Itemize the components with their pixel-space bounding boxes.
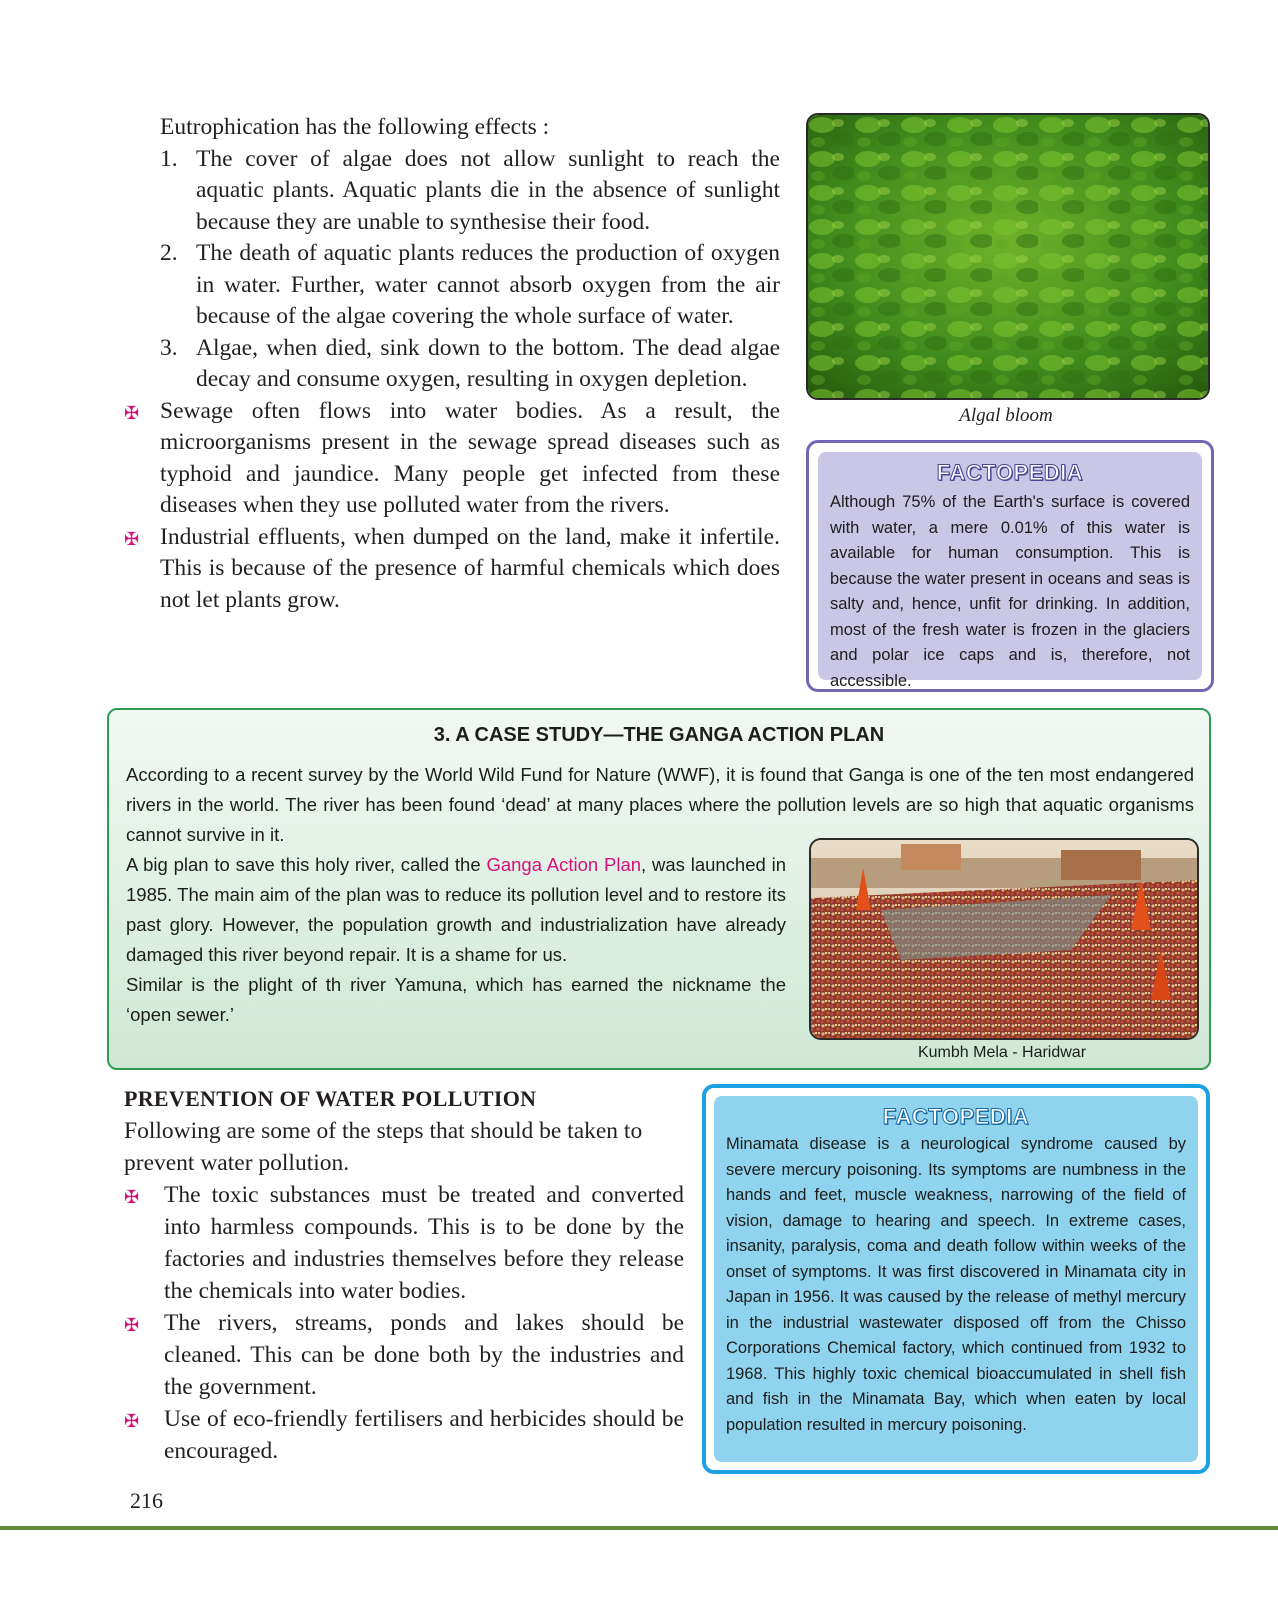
case-study-title: 3. A CASE STUDY—THE GANGA ACTION PLAN (433, 724, 885, 746)
cross-bullet-icon: ✠ (124, 528, 140, 549)
prevention-heading: PREVENTION OF WATER POLLUTION (124, 1086, 537, 1111)
effect-number: 3. (160, 334, 178, 361)
effect-item (120, 144, 780, 239)
factopedia-title: FACTOPEDIA (882, 1104, 1030, 1129)
effect-text: Algae, when died, sink down to the bottom. The dead algae decay and consume oxygen, resulting in oxygen depletion. (196, 334, 780, 392)
algal-bloom-caption: Algal bloom (959, 405, 1053, 426)
effect-item (120, 238, 780, 333)
factopedia-box-minamata (702, 1084, 1210, 1474)
effect-number: 1. (160, 145, 178, 172)
bullet-text: The rivers, streams, ponds and lakes should be cleaned. This can be done both by the industries and the government. (164, 1310, 684, 1400)
effect-text: The death of aquatic plants reduces the production of oxygen in water. Further, water cannot absorb oxygen from the air because of the algae covering the whole surface of water. (196, 240, 780, 329)
kumbh-mela-image (809, 838, 1199, 1040)
bullet-item (124, 1403, 684, 1467)
prevention-intro: Following are some of the steps that should be taken to prevent water pollution. (124, 1118, 643, 1176)
effect-number: 2. (160, 240, 178, 266)
para2-text-after: , was launched in 1985. The main aim of the plan was to reduce its pollution level and to restore its past glory. However, the population growth and industrialization have already damaged this river beyond repair. It is a shame for us. (126, 854, 787, 965)
factopedia-title: FACTOPEDIA (936, 460, 1084, 485)
case-study-paragraph-1: According to a recent survey by the World Wild Fund for Nature (WWF), it is found that Ganga is one of the ten most endangered rivers in the world. The river has been found ‘dead’ at many places where the pollution levels are so high that aquatic organisms cannot survive in it. (126, 764, 1194, 845)
bullet-text: Use of eco-friendly fertilisers and herbicides should be encouraged. (164, 1406, 684, 1464)
bullet-item (120, 396, 780, 522)
para2-text-before: A big plan to save this holy river, called the (126, 854, 487, 875)
cross-bullet-icon: ✠ (124, 1187, 140, 1207)
page-number: 216 (130, 1488, 163, 1513)
prevention-section (124, 1083, 684, 1467)
cross-bullet-icon: ✠ (124, 1411, 140, 1431)
footer-divider (0, 1526, 1278, 1530)
effect-text: The cover of algae does not allow sunlight to reach the aquatic plants. Aquatic plants die in the absence of sunlight because they are unable to synthesise their food. (196, 145, 780, 235)
eutrophication-intro: Eutrophication has the following effects : (160, 114, 550, 140)
factopedia-box-water (806, 440, 1214, 692)
kumbh-mela-caption: Kumbh Mela - Haridwar (917, 1044, 1087, 1061)
algal-bloom-image (806, 113, 1210, 400)
case-study-paragraph-2 (126, 850, 786, 1030)
factopedia-text: Although 75% of the Earth's surface is covered with water, a mere 0.01% of this water is available for human consumption. This is because the water present in oceans and seas is salty and, hence, unfit for drinking. In addition, most of the fresh water is frozen in the glaciers and polar ice caps and is, therefore, not accessible. (830, 493, 1190, 690)
bullet-text: Sewage often flows into water bodies. As a result, the microorganisms present in the sewage spread diseases such as typhoid and jaundice. Many people get infected from these diseases when they use polluted water from the rivers. (160, 397, 780, 518)
bullet-item (124, 1307, 684, 1403)
cross-bullet-icon: ✠ (124, 1315, 140, 1335)
case-study-paragraph-3: Similar is the plight of th river Yamuna, which has earned the nickname the ‘open sewer.’ (126, 974, 786, 1025)
eutrophication-section (120, 112, 780, 616)
bullet-text: Industrial effluents, when dumped on the land, make it infertile. This is because of the presence of harmful chemicals which does not let plants grow. (160, 523, 780, 613)
cross-bullet-icon: ✠ (124, 402, 140, 423)
effect-item (120, 333, 780, 396)
crowd-illustration (811, 840, 1197, 1038)
bullet-text: The toxic substances must be treated and converted into harmless compounds. This is to be done by the factories and industries themselves before they release the chemicals into water bodies. (164, 1182, 684, 1304)
factopedia-panel (714, 1096, 1198, 1462)
factopedia-text: Minamata disease is a neurological syndrome caused by severe mercury poisoning. Its symptoms are numbness in the hands and feet, muscle weakness, narrowing of the field of vision, damage to hearing and speech. In extreme cases, insanity, paralysis, coma and death follow within weeks of the onset of symptoms. It was first discovered in Minamata city in Japan in 1956. It was caused by the release of methyl mercury in the industrial wastewater disposed off from the Chisso Corporations Chemical factory, which continued from 1932 to 1968. This highly toxic chemical bioaccumulated in shell fish and fish in the Minamata Bay, which when eaten by local population resulted in mercury poisoning. (726, 1135, 1186, 1434)
factopedia-panel (818, 452, 1202, 690)
ganga-action-plan-highlight: Ganga Action Plan (486, 854, 642, 875)
algae-texture (808, 115, 1208, 398)
bullet-item (124, 1179, 684, 1307)
bullet-item (120, 522, 780, 617)
